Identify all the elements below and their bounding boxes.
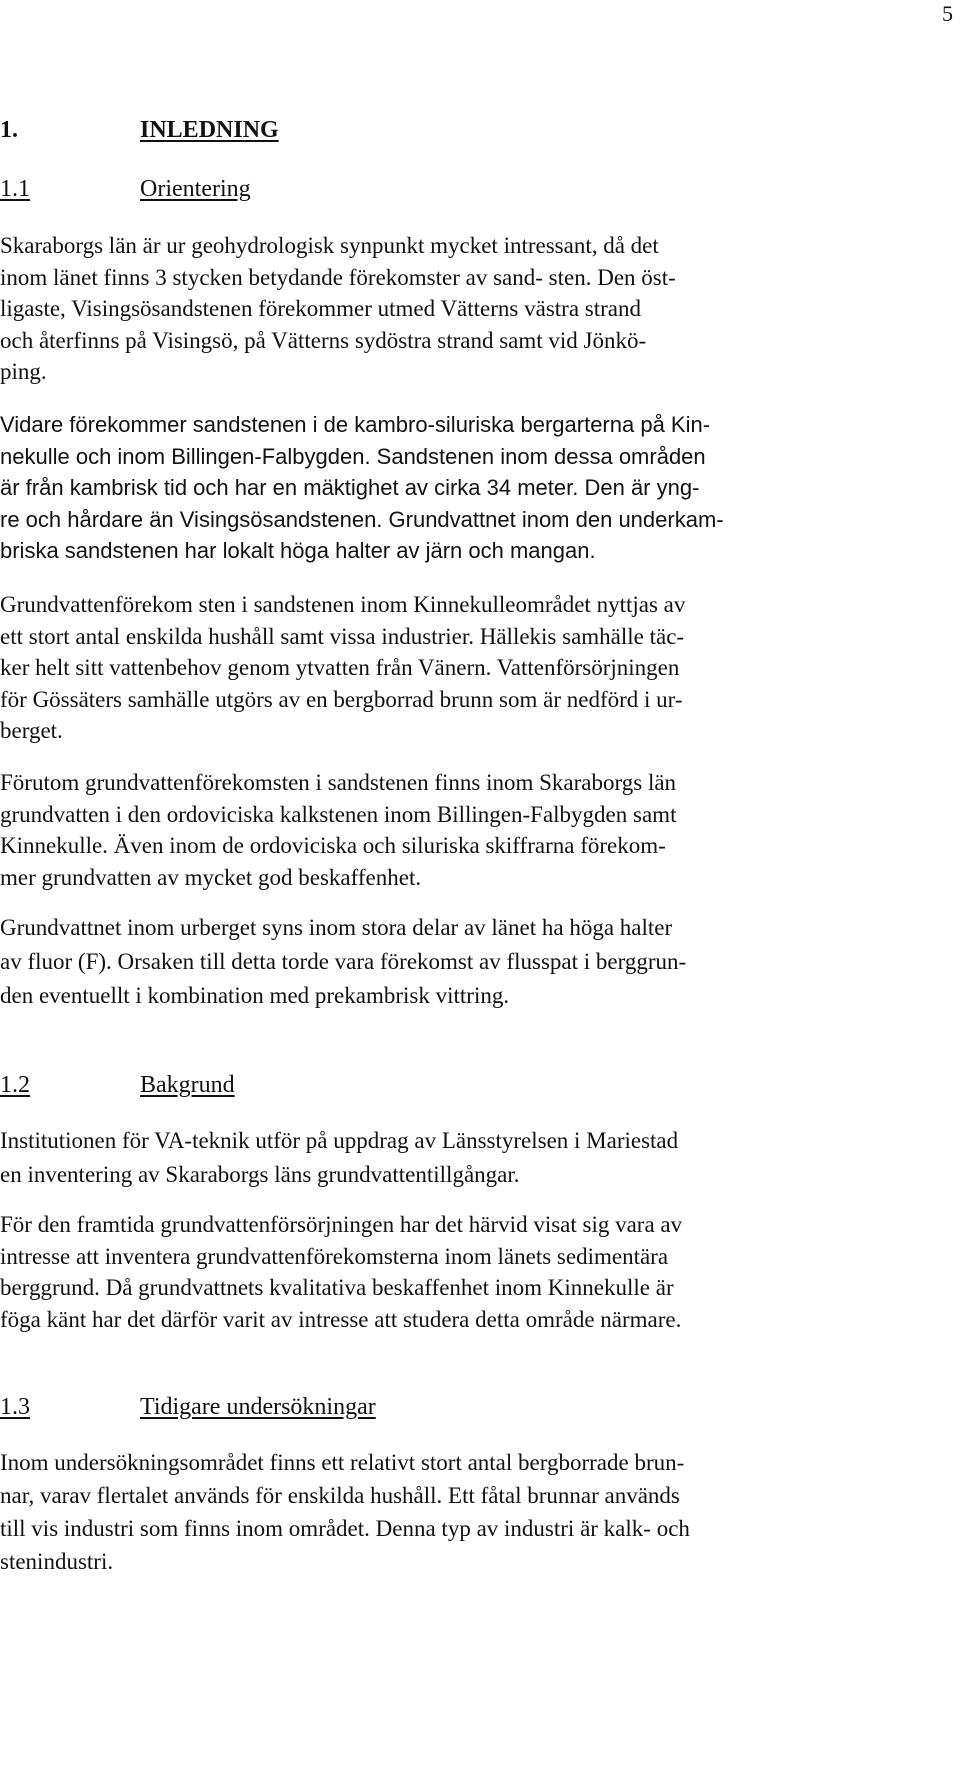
section-heading-orientering: [0, 174, 251, 204]
paragraph-line: ett stort antal enskilda hushåll samt vissa industrier. Hällekis samhälle täc-: [0, 623, 685, 649]
paragraph-line: Grundvattenförekom sten i sandstenen inom Kinnekulleområdet nyttjas av: [0, 592, 686, 617]
paragraph-line: ping.: [0, 359, 47, 384]
paragraph-line: intresse att inventera grundvattenförekomsterna inom länets sedimentära: [0, 1243, 669, 1269]
paragraph-line: av fluor (F). Orsaken till detta torde vara förekomst av flusspat i berggrun-: [0, 949, 687, 974]
section-heading-bakgrund: [0, 1070, 235, 1100]
chapter-number: 1.: [0, 117, 18, 143]
section-title: Orientering: [140, 176, 251, 202]
chapter-heading: [0, 115, 279, 145]
paragraph-line: stenindustri.: [0, 1549, 114, 1574]
paragraph-line: nekulle och inom Billingen-Falbygden. Sandstenen inom dessa områden: [0, 443, 706, 469]
paragraph-line: den eventuellt i kombination med prekambrisk vittring.: [0, 983, 510, 1008]
paragraph-line: Förutom grundvattenförekomsten i sandstenen finns inom Skaraborgs län: [0, 770, 677, 795]
paragraph: [0, 1124, 880, 1192]
paragraph: [0, 1209, 880, 1335]
paragraph-line: ligaste, Visingsösandstenen förekommer utmed Vätterns västra strand: [0, 296, 641, 321]
paragraph-line: en inventering av Skaraborgs läns grundvattentillgångar.: [0, 1162, 520, 1187]
paragraph-line: Vidare förekommer sandstenen i de kambro-siluriska bergarterna på Kin-: [0, 412, 711, 437]
section-number: 1.2: [0, 1072, 30, 1098]
section-title: Bakgrund: [140, 1072, 235, 1098]
paragraph-line: Institutionen för VA-teknik utför på uppdrag av Länsstyrelsen i Mariestad: [0, 1128, 679, 1153]
page-number: 5: [942, 1, 953, 26]
chapter-title: INLEDNING: [140, 117, 279, 143]
section-title: Tidigare undersökningar: [140, 1394, 376, 1420]
paragraph-line: re och hårdare än Visingsösandstenen. Grundvattnet inom den underkam-: [0, 506, 724, 532]
paragraph: [0, 589, 880, 747]
paragraph-line: grundvatten i den ordoviciska kalkstenen inom Billingen-Falbygden samt: [0, 801, 677, 827]
section-number: 1.3: [0, 1394, 30, 1420]
paragraph-line: är från kambrisk tid och har en mäktighet av cirka 34 meter. Den är yng-: [0, 475, 700, 500]
paragraph-line: Skaraborgs län är ur geohydrologisk synpunkt mycket intressant, då det: [0, 233, 659, 258]
section-number: 1.1: [0, 176, 30, 202]
paragraph-line: briska sandstenen har lokalt höga halter av järn och mangan.: [0, 538, 596, 563]
paragraph-line: inom länet finns 3 stycken betydande förekomster av sand- sten. Den öst-: [0, 264, 676, 290]
paragraph: [0, 409, 880, 567]
paragraph-line: Kinnekulle. Även inom de ordoviciska och siluriska skiffrarna förekom-: [0, 833, 666, 858]
paragraph-line: För den framtida grundvattenförsörjningen har det härvid visat sig vara av: [0, 1212, 683, 1237]
paragraph-line: mer grundvatten av mycket god beskaffenhet.: [0, 864, 422, 890]
paragraph-line: föga känt har det därför varit av intresse att studera detta område närmare.: [0, 1306, 682, 1332]
paragraph-line: och återfinns på Visingsö, på Vätterns sydöstra strand samt vid Jönkö-: [0, 327, 647, 353]
paragraph-line: Grundvattnet inom urberget syns inom stora delar av länet ha höga halter: [0, 915, 673, 940]
paragraph-line: berggrund. Då grundvattnets kvalitativa beskaffenhet inom Kinnekulle är: [0, 1275, 674, 1300]
section-heading-tidigare-undersokningar: [0, 1392, 376, 1422]
paragraph-line: berget.: [0, 718, 63, 743]
paragraph-line: Inom undersökningsområdet finns ett relativt stort antal bergborrade brun-: [0, 1450, 685, 1475]
paragraph-line: ker helt sitt vattenbehov genom ytvatten från Vänern. Vattenförsörjningen: [0, 655, 680, 680]
paragraph-line: nar, varav flertalet används för enskilda hushåll. Ett fåtal brunnar används: [0, 1483, 680, 1508]
paragraph: [0, 230, 880, 388]
paragraph-line: till vis industri som finns inom området. Denna typ av industri är kalk- och: [0, 1516, 690, 1541]
paragraph-line: för Gössäters samhälle utgörs av en bergborrad brunn som är nedförd i ur-: [0, 686, 683, 712]
paragraph: [0, 911, 880, 1013]
paragraph: [0, 767, 880, 893]
paragraph: [0, 1446, 880, 1578]
